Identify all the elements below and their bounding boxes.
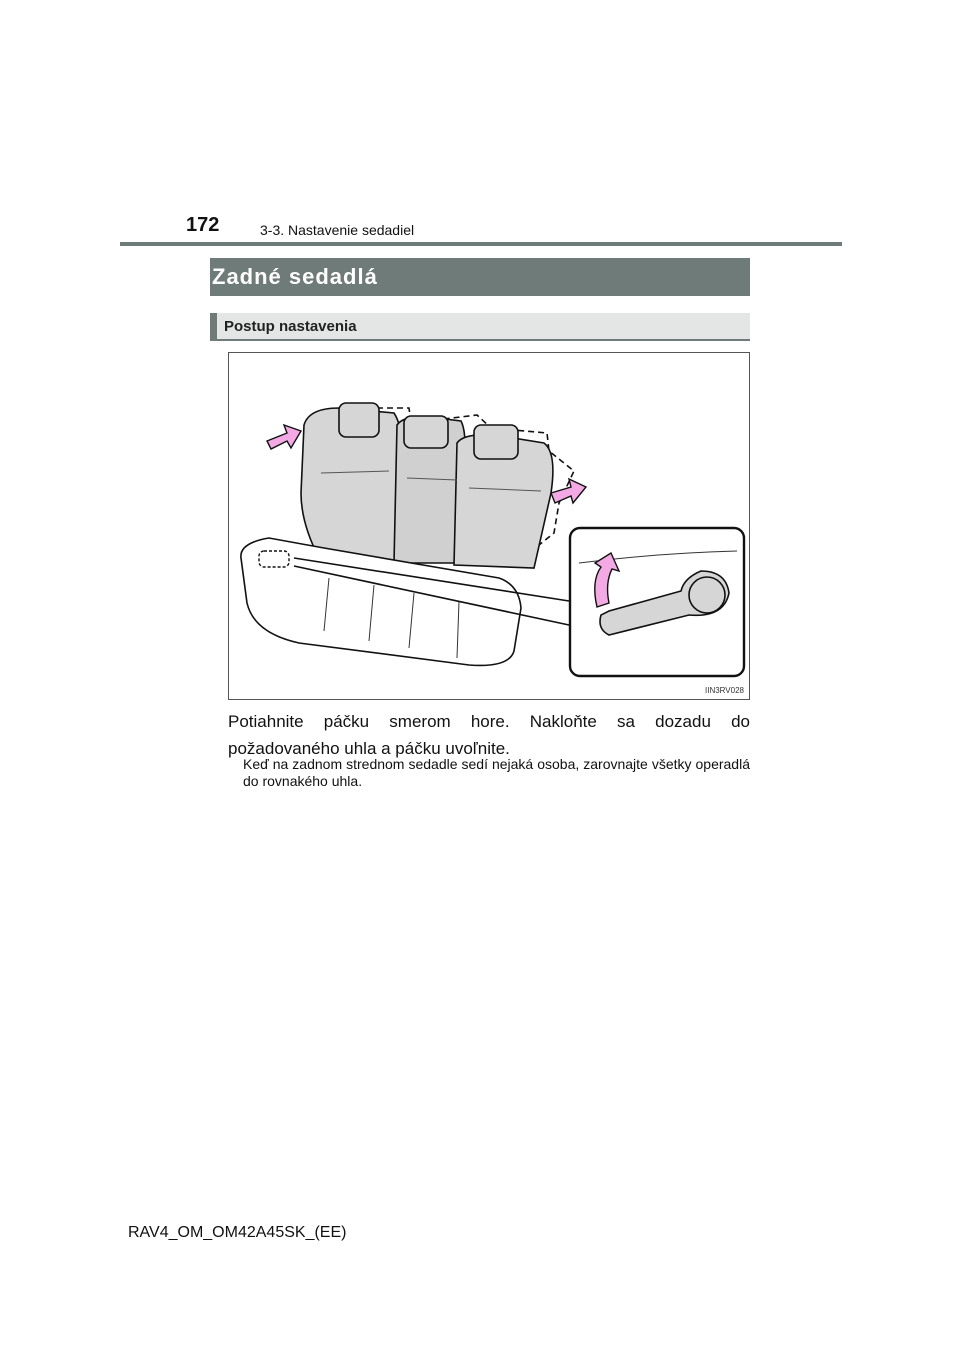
recline-arrow-left: [267, 425, 301, 449]
headrest-left: [339, 403, 379, 437]
headrest-right: [474, 425, 518, 459]
header-rule: [120, 242, 842, 246]
subsection-title: Postup nastavenia: [224, 318, 357, 335]
figure-code: IIN3RV028: [705, 686, 744, 695]
page-number: 172: [186, 214, 220, 236]
note-text: Keď na zadnom strednom sedadle sedí nejaká osoba, zarovnajte všetky operadlá do rovnakého uhla.: [243, 756, 750, 789]
headrest-center: [404, 416, 448, 448]
rear-seat-drawing: [229, 353, 749, 699]
section-title: Zadné sedadlá: [212, 264, 378, 289]
instruction-text: Potiahnite páčku smerom hore. Nakloňte sa dozadu do požadovaného uhla a páčku uvoľnite.: [228, 712, 750, 758]
section-reference: 3-3. Nastavenie sedadiel: [260, 222, 415, 238]
seat-illustration: [228, 352, 750, 700]
document-code: RAV4_OM_OM42A45SK_(EE): [128, 1224, 347, 1241]
subsection-marker: [210, 313, 217, 341]
